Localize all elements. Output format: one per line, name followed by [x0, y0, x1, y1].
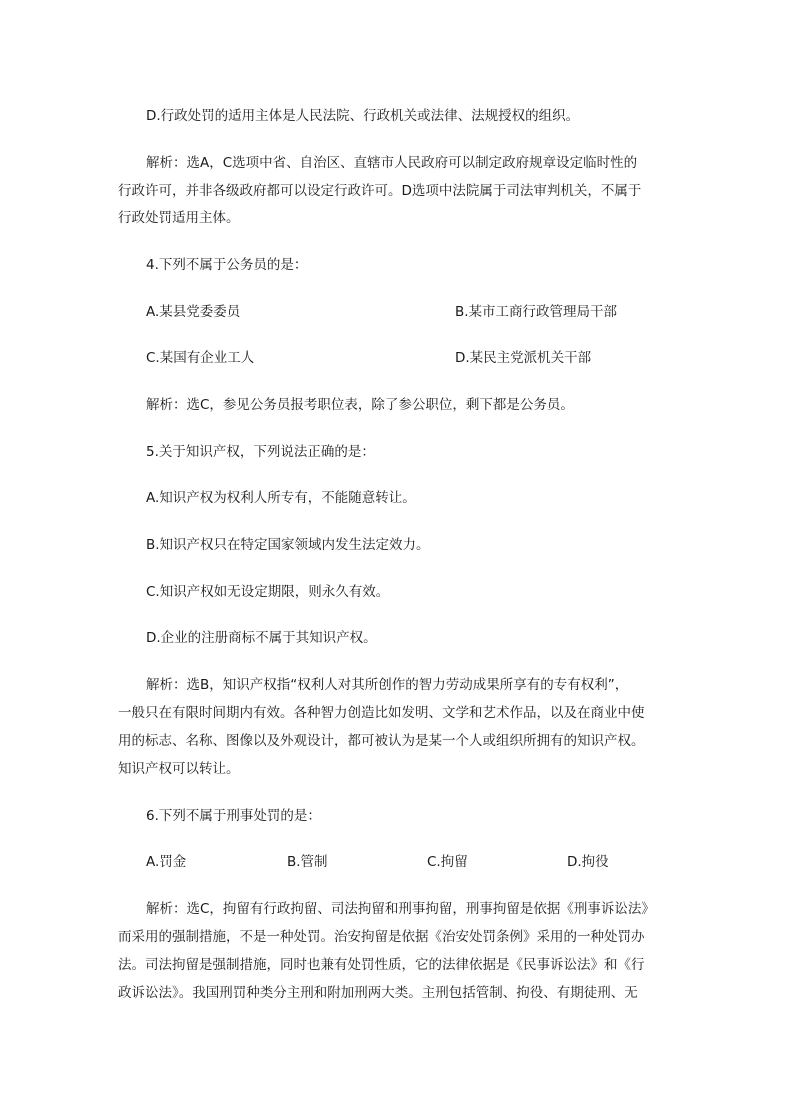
q5-question: 5.关于知识产权，下列说法正确的是： [146, 444, 375, 460]
q6-option-d: D.拘役 [567, 854, 609, 870]
q4-option-b: B.某市工商行政管理局干部 [455, 304, 618, 320]
q3-analysis-line-3: 行政处罚适用主体。 [118, 210, 240, 226]
q6-analysis-line-3: 法。司法拘留是强制措施，同时也兼有处罚性质，它的法律依据是《民事诉讼法》和《行 [118, 957, 645, 973]
q5-option-b: B.知识产权只在特定国家领域内发生法定效力。 [146, 537, 430, 553]
q6-analysis-line-2: 而采用的强制措施，不是一种处罚。治安拘留是依据《治安处罚条例》采用的一种处罚办 [118, 929, 645, 945]
q3-analysis-line-2: 行政许可，并非各级政府都可以设定行政许可。D选项中法院属于司法审判机关，不属于 [118, 183, 642, 199]
q5-option-d: D.企业的注册商标不属于其知识产权。 [146, 630, 377, 646]
q6-analysis-line-4: 政诉讼法》。我国刑罚种类分主刑和附加刑两大类。主刑包括管制、拘役、有期徒刑、无 [118, 985, 638, 1001]
q4-option-c: C.某国有企业工人 [146, 350, 255, 366]
q5-analysis-line-3: 用的标志、名称、图像以及外观设计，都可被认为是某一个人或组织所拥有的知识产权。 [118, 733, 645, 749]
q4-option-a: A.某县党委委员 [146, 304, 241, 320]
q5-option-c: C.知识产权如无设定期限，则永久有效。 [146, 584, 390, 600]
q3-analysis-line-1: 解析：选A，C选项中省、自治区、直辖市人民政府可以制定政府规章设定临时性的 [146, 155, 638, 171]
q5-analysis-line-2: 一般只在有限时间期内有效。各种智力创造比如发明、文学和艺术作品，以及在商业中使 [118, 705, 645, 721]
q3-option-d: D.行政处罚的适用主体是人民法院、行政机关或法律、法规授权的组织。 [146, 108, 580, 124]
q4-analysis: 解析：选C，参见公务员报考职位表，除了参公职位，剩下都是公务员。 [146, 397, 574, 413]
q5-analysis-line-4: 知识产权可以转让。 [118, 761, 240, 777]
q4-option-d: D.某民主党派机关干部 [455, 350, 592, 366]
q6-option-b: B.管制 [287, 854, 328, 870]
q4-question: 4.下列不属于公务员的是： [146, 257, 308, 273]
q5-analysis-line-1: 解析：选B，知识产权指“权利人对其所创作的智力劳动成果所享有的专有权利”， [146, 677, 629, 693]
q5-option-a: A.知识产权为权利人所专有，不能随意转让。 [146, 490, 416, 506]
q6-option-c: C.拘留 [427, 854, 468, 870]
q6-option-a: A.罚金 [146, 854, 187, 870]
q6-question: 6.下列不属于刑事处罚的是： [146, 808, 321, 824]
q6-analysis-line-1: 解析：选C，拘留有行政拘留、司法拘留和刑事拘留，刑事拘留是依据《刑事诉讼法》 [146, 901, 655, 917]
